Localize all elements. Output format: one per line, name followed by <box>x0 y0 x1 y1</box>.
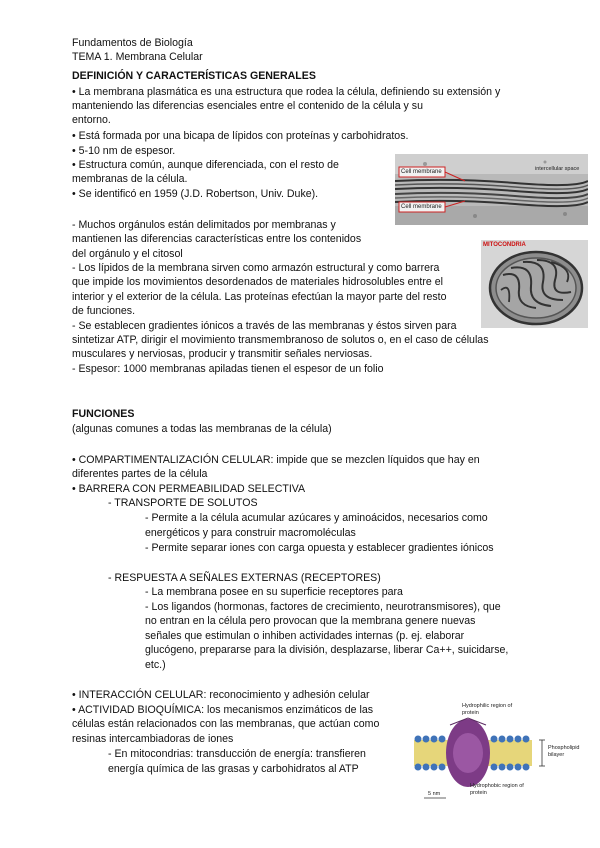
text-line: sintetizar ATP, dirigir el movimiento transmembranoso de solutos o, en el caso de células <box>72 334 489 346</box>
topic-title: TEMA 1. Membrana Celular <box>72 51 203 63</box>
text-line: energéticos y para construir macromoléculas <box>145 527 356 539</box>
bilayer-diagram <box>410 700 590 807</box>
text-line: • 5-10 nm de espesor. <box>72 145 176 157</box>
text-line: • Está formada por una bicapa de lípidos con proteínas y carbohidratos. <box>72 130 409 142</box>
membrane-micrograph <box>395 154 588 225</box>
text-line: de funciones. <box>72 305 136 317</box>
text-line: del orgánulo y el citosol <box>72 248 183 260</box>
text-line: • INTERACCIÓN CELULAR: reconocimiento y adhesión celular <box>72 689 370 701</box>
bilayer-scale: 5 nm <box>428 791 441 797</box>
text-line: - Los ligandos (hormonas, factores de crecimiento, neurotransmisores), que <box>145 601 501 613</box>
text-line: - Espesor: 1000 membranas apiladas tienen el espesor de un folio <box>72 363 384 375</box>
text-line: diferentes partes de la célula <box>72 468 208 480</box>
text-line: señales que estimulan o inhiben actividades internas (p. ej. elaborar <box>145 630 465 642</box>
micrograph-label-top: Cell membrane <box>401 169 442 175</box>
text-line: • Estructura común, aunque diferenciada, con el resto de <box>72 159 339 171</box>
text-line: no entran en la célula pero provocan que la membrana genere nuevas <box>145 615 476 627</box>
section-heading-funciones: FUNCIONES <box>72 408 135 420</box>
bilayer-label-side: Phospholipid bilayer <box>548 745 580 758</box>
text-line: - La membrana posee en su superficie receptores para <box>145 586 403 598</box>
text-line: • Se identificó en 1959 (J.D. Robertson, Univ. Duke). <box>72 188 319 200</box>
text-line: - En mitocondrias: transducción de energía: transfieren <box>108 748 366 760</box>
text-line: • La membrana plasmática es una estructura que rodea la célula, definiendo su extensión y <box>72 86 501 98</box>
text-line: - RESPUESTA A SEÑALES EXTERNAS (RECEPTORES) <box>108 572 381 584</box>
text-line: resinas intercambiadoras de iones <box>72 733 234 745</box>
text-line: que impide los movimientos desordenados de materiales hidrosolubles entre el <box>72 276 443 288</box>
section-heading-definition: DEFINICIÓN Y CARACTERÍSTICAS GENERALES <box>72 70 316 82</box>
mitochondria-label: MITOCONDRIA <box>483 242 526 248</box>
micrograph-label-side: intercellular space <box>535 166 580 172</box>
mitochondria-micrograph <box>481 240 588 328</box>
text-line: células están relacionados con las membranas, que actúan como <box>72 718 380 730</box>
text-line: - Permite a la célula acumular azúcares y aminoácidos, necesarios como <box>145 512 488 524</box>
text-line: - Muchos orgánulos están delimitados por membranas y <box>72 219 336 231</box>
text-line: glucógeno, prepararse para la división, desplazarse, liberar Ca++, suicidarse, <box>145 644 509 656</box>
text-line: energía química de las grasas y carbohidratos al ATP <box>108 763 359 775</box>
bilayer-label-top: Hydrophilic region of protein <box>462 703 513 716</box>
text-line: - TRANSPORTE DE SOLUTOS <box>108 497 258 509</box>
text-line: - Se establecen gradientes iónicos a través de las membranas y éstos sirven para <box>72 320 457 332</box>
text-line: entorno. <box>72 114 111 126</box>
bilayer-label-bottom: Hydrophobic region of protein <box>470 783 524 796</box>
text-line: interior y el exterior de la célula. Las proteínas efectúan la mayor parte del resto <box>72 291 447 303</box>
text-line: - Los lípidos de la membrana sirven como armazón estructural y como barrera <box>72 262 440 274</box>
text-line: - Permite separar iones con carga opuesta y establecer gradientes iónicos <box>145 542 494 554</box>
text-line: musculares y nerviosas, producir y transmitir señales nerviosas. <box>72 348 373 360</box>
text-line: • BARRERA CON PERMEABILIDAD SELECTIVA <box>72 483 306 495</box>
text-line: • COMPARTIMENTALIZACIÓN CELULAR: impide que se mezclen líquidos que hay en <box>72 454 480 466</box>
section-subtitle: (algunas comunes a todas las membranas de la célula) <box>72 423 332 435</box>
text-line: membranas de la célula. <box>72 173 188 185</box>
text-line: mantienen las diferencias características entre los contenidos <box>72 233 362 245</box>
text-line: • ACTIVIDAD BIOQUÍMICA: los mecanismos enzimáticos de las <box>72 704 374 716</box>
course-title: Fundamentos de Biología <box>72 37 193 49</box>
micrograph-label-bottom: Cell membrane <box>401 204 442 210</box>
text-line: etc.) <box>145 659 166 671</box>
text-line: manteniendo las diferencias esenciales entre el contenido de la célula y su <box>72 100 423 112</box>
